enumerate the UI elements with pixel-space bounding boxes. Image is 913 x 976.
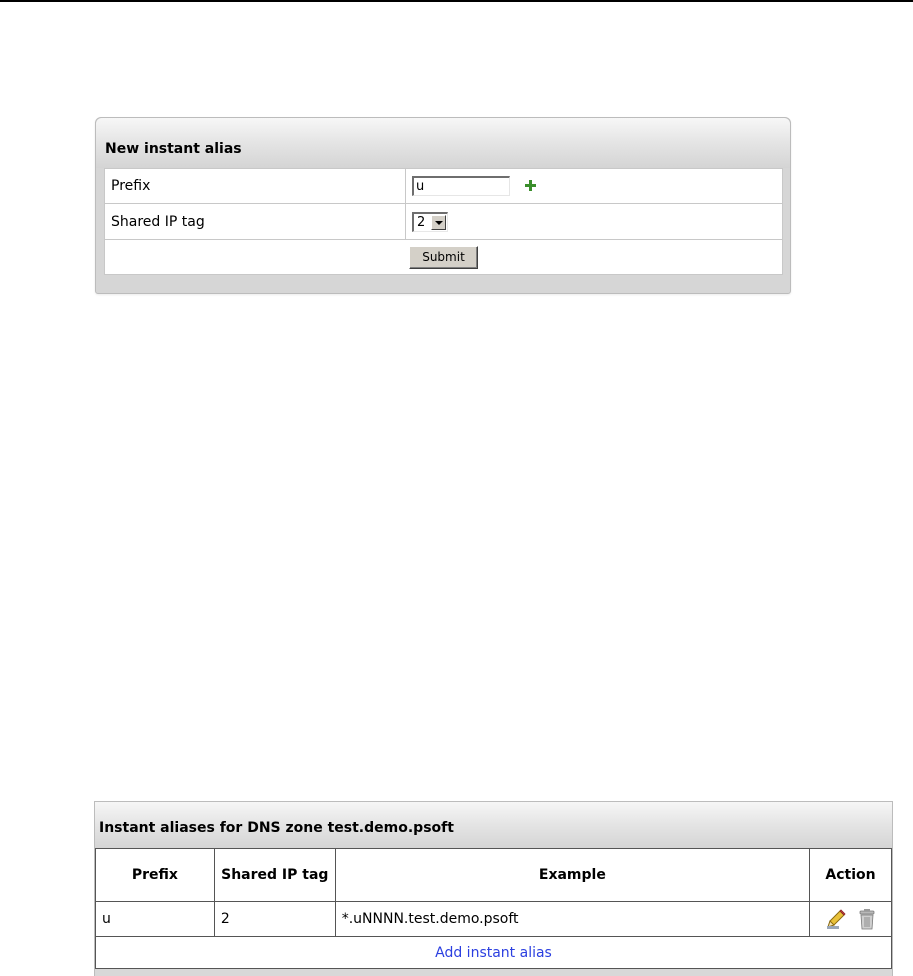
add-instant-alias-link[interactable]: Add instant alias bbox=[435, 944, 552, 961]
list-title: Instant aliases for DNS zone test.demo.psoft bbox=[99, 820, 454, 836]
edit-icon[interactable] bbox=[825, 908, 847, 930]
column-header-example: Example bbox=[335, 849, 809, 902]
table-row bbox=[96, 902, 892, 937]
instant-aliases-table bbox=[95, 848, 892, 969]
instant-aliases-panel bbox=[94, 801, 893, 976]
column-header-shared-ip-tag: Shared IP tag bbox=[214, 849, 335, 902]
submit-button[interactable]: Submit bbox=[409, 246, 478, 269]
add-link-cell bbox=[96, 937, 892, 969]
shared-ip-tag-value: 2 bbox=[417, 214, 426, 230]
row-actions bbox=[810, 902, 892, 937]
row-shared-ip-tag: 2 bbox=[214, 902, 335, 937]
shared-ip-tag-select[interactable] bbox=[412, 212, 448, 232]
column-header-prefix: Prefix bbox=[96, 849, 215, 902]
panel-header bbox=[96, 118, 790, 168]
chevron-down-icon[interactable] bbox=[431, 215, 446, 230]
top-divider bbox=[0, 0, 913, 2]
shared-ip-tag-cell bbox=[406, 204, 783, 240]
trash-icon[interactable] bbox=[858, 908, 876, 930]
plus-icon[interactable] bbox=[524, 179, 538, 193]
row-prefix: u bbox=[96, 902, 215, 937]
new-instant-alias-panel bbox=[95, 117, 791, 294]
prefix-label: Prefix bbox=[105, 169, 406, 204]
submit-cell bbox=[105, 240, 783, 275]
prefix-input[interactable] bbox=[412, 176, 510, 196]
table-header-row bbox=[96, 849, 892, 902]
panel-title: New instant alias bbox=[105, 141, 242, 157]
column-header-action: Action bbox=[810, 849, 892, 902]
shared-ip-tag-label: Shared IP tag bbox=[105, 204, 406, 240]
row-example: *.uNNNN.test.demo.psoft bbox=[335, 902, 809, 937]
new-alias-form bbox=[104, 168, 783, 275]
list-header bbox=[95, 802, 892, 848]
prefix-cell bbox=[406, 169, 783, 204]
add-row bbox=[96, 937, 892, 969]
